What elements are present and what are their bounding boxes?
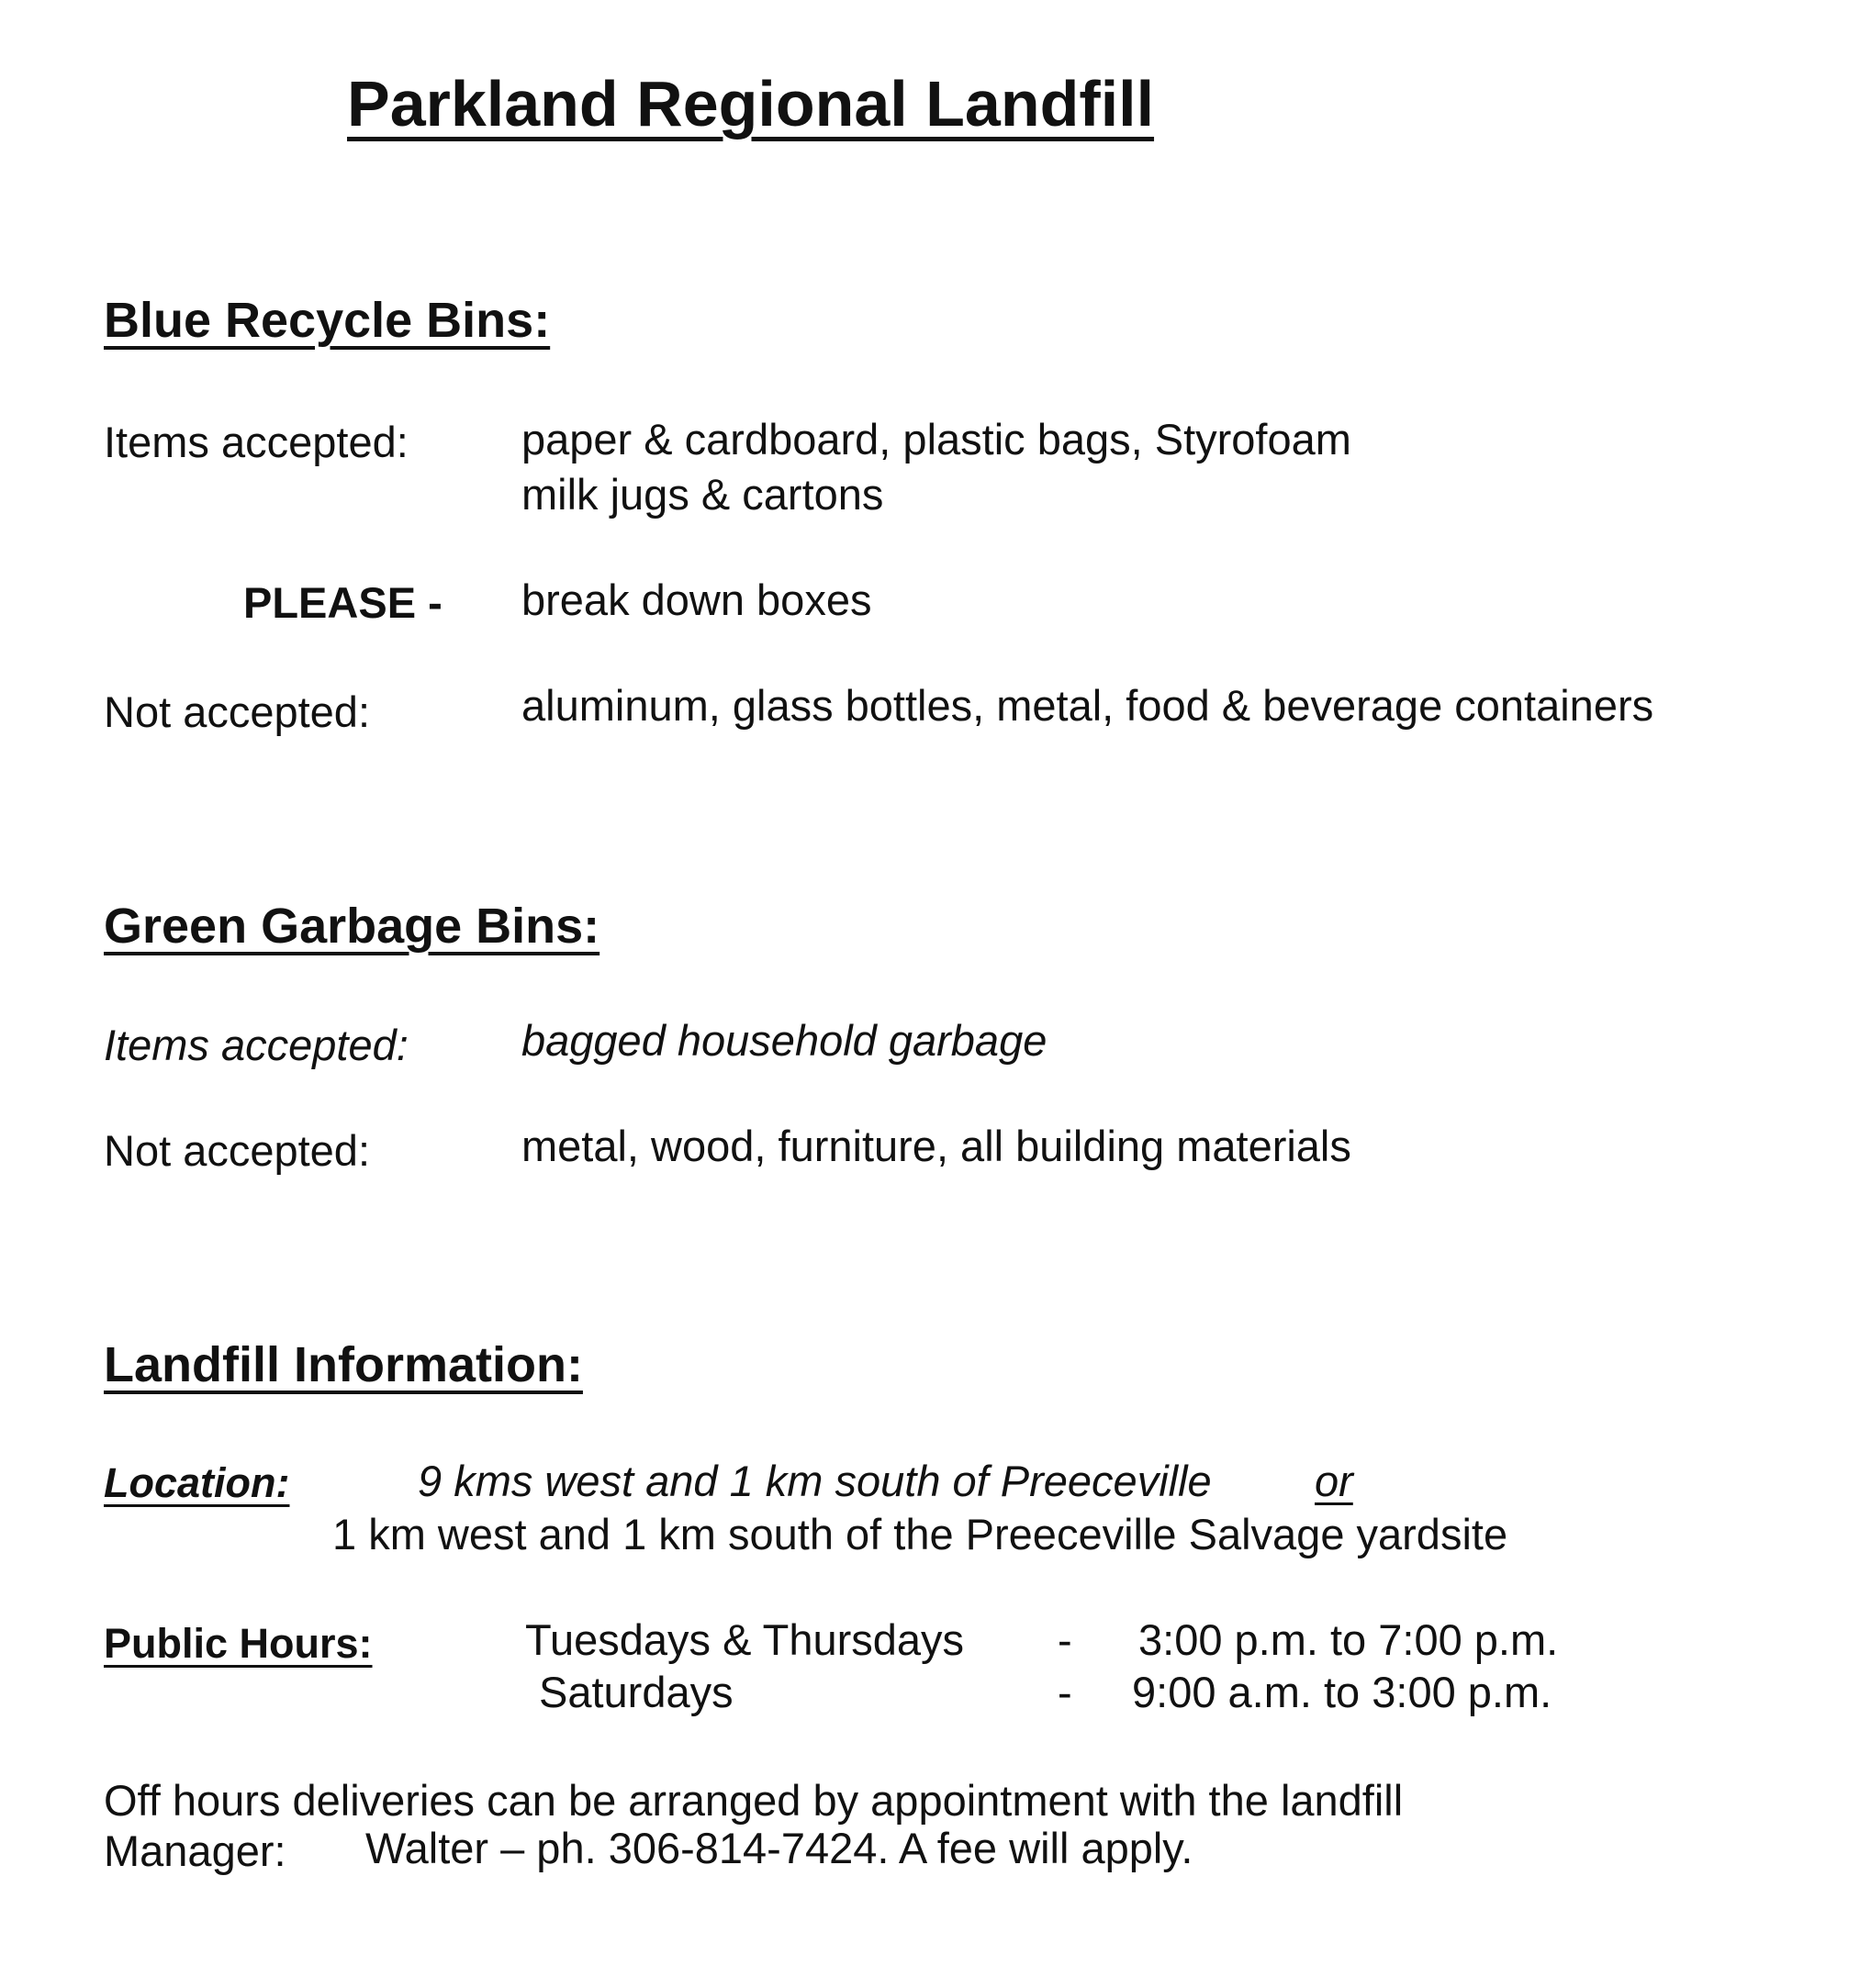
green-not-accepted-label: Not accepted:: [104, 1126, 371, 1175]
green-garbage-heading: Green Garbage Bins:: [104, 899, 600, 954]
location-line2: 1 km west and 1 km south of the Preeceville Salvage yardsite: [332, 1510, 1508, 1558]
blue-accepted-line1: paper & cardboard, plastic bags, Styrofoam: [521, 415, 1351, 463]
location-label: Location:: [104, 1459, 290, 1506]
hours-days: Saturdays: [539, 1668, 734, 1716]
blue-recycle-heading: Blue Recycle Bins:: [104, 293, 551, 348]
landfill-info-heading: Landfill Information:: [104, 1337, 583, 1392]
blue-please-text: break down boxes: [521, 575, 872, 624]
hours-time: 3:00 p.m. to 7:00 p.m.: [1138, 1615, 1559, 1664]
hours-dash: -: [1058, 1615, 1072, 1664]
public-hours-label: Public Hours:: [104, 1620, 373, 1667]
location-or: or: [1315, 1457, 1353, 1505]
blue-please-label: PLEASE -: [243, 578, 443, 627]
green-accepted-label: Items accepted:: [104, 1021, 409, 1069]
manager-contact: Walter – ph. 306-814-7424. A fee will apply.: [365, 1824, 1193, 1872]
blue-accepted-label: Items accepted:: [104, 418, 409, 466]
hours-dash: -: [1058, 1668, 1072, 1716]
hours-time: 9:00 a.m. to 3:00 p.m.: [1132, 1668, 1552, 1716]
blue-not-accepted-text: aluminum, glass bottles, metal, food & beverage containers: [521, 681, 1654, 730]
page-title: Parkland Regional Landfill: [347, 68, 1155, 140]
green-accepted-text: bagged household garbage: [521, 1016, 1048, 1065]
green-not-accepted-text: metal, wood, furniture, all building materials: [521, 1122, 1351, 1170]
location-line1: 9 kms west and 1 km south of Preeceville: [418, 1457, 1212, 1505]
hours-days: Tuesdays & Thursdays: [525, 1615, 965, 1664]
blue-not-accepted-label: Not accepted:: [104, 687, 371, 736]
manager-label: Manager:: [104, 1826, 286, 1875]
blue-accepted-line2: milk jugs & cartons: [521, 470, 884, 519]
off-hours-text: Off hours deliveries can be arranged by appointment with the landfill: [104, 1776, 1404, 1825]
